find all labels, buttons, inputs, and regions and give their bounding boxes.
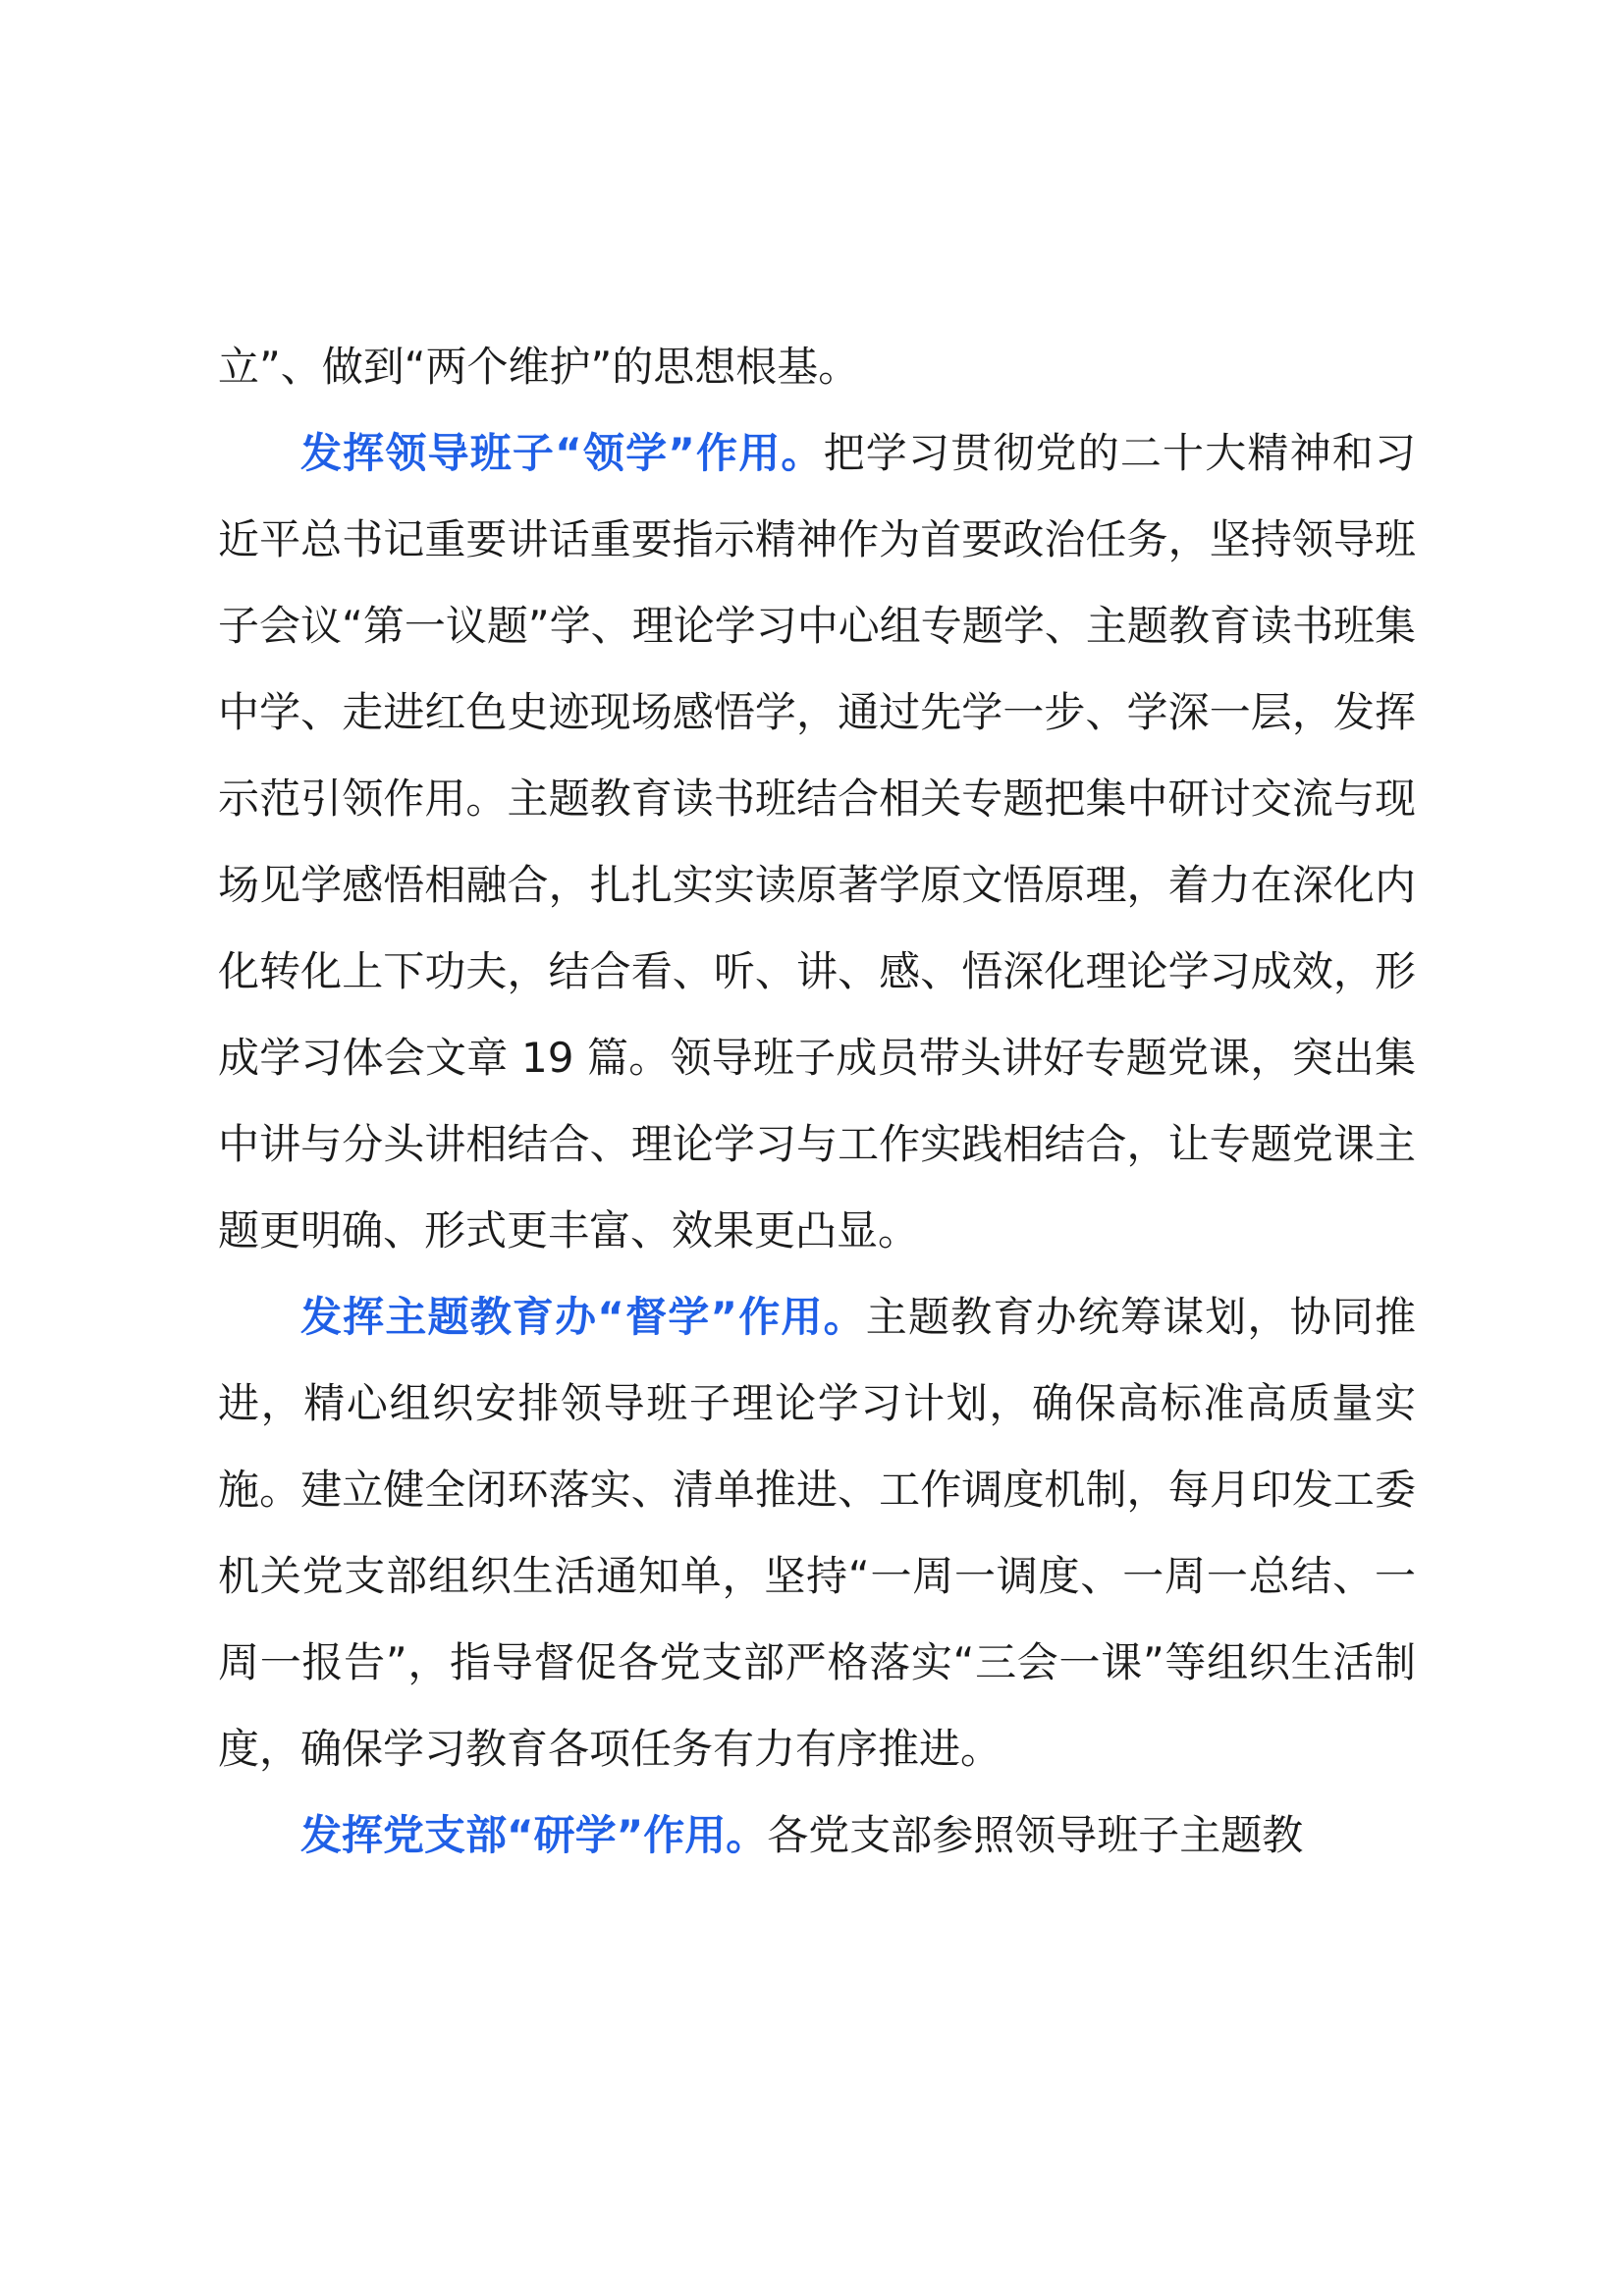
paragraph-text: 把学习贯彻党的二十大精神和习近平总书记重要讲话重要指示精神作为首要政治任务，坚持领导班子会议“第一议题”学、理论学习中心组专题学、主题教育读书班集中学、走进红色史迹现场感悟学，通过先学一步、学深一层，发挥示范引领作用。主题教育读书班结合相关专题把集中研讨交流与现场见学感悟相融合，扎扎实实读原著学原文悟原理，着力在深化内化转化上下功夫，结合看、听、讲、感、悟深化理论学习成效，形成学习体会文章 19 篇。领导班子成员带头讲好专题党课，突出集中讲与分头讲相结合、理论学习与工作实践相结合，让专题党课主题更明确、形式更丰富、效果更凸显。 xyxy=(218,429,1416,1255)
paragraph-text: 各党支部参照领导班子主题教 xyxy=(767,1811,1304,1859)
paragraph-research-study xyxy=(218,1792,1416,1879)
paragraph-heading: 发挥领导班子“领学”作用。 xyxy=(300,429,824,477)
document-body xyxy=(218,324,1416,1879)
paragraph-supervising-study xyxy=(218,1274,1416,1792)
paragraph-heading: 发挥主题教育办“督学”作用。 xyxy=(300,1293,866,1341)
paragraph-text: 主题教育办统筹谋划，协同推进，精心组织安排领导班子理论学习计划，确保高标准高质量实施。建立健全闭环落实、清单推进、工作调度机制，每月印发工委机关党支部组织生活通知单，坚持“一周一调度、一周一总结、一周一报告”，指导督促各党支部严格落实“三会一课”等组织生活制度，确保学习教育各项任务有力有序推进。 xyxy=(218,1293,1416,1773)
paragraph-leading-study xyxy=(218,410,1416,1274)
paragraph-continuation xyxy=(218,324,1416,410)
paragraph-text: 立”、做到“两个维护”的思想根基。 xyxy=(218,343,860,391)
paragraph-heading: 发挥党支部“研学”作用。 xyxy=(300,1811,768,1859)
